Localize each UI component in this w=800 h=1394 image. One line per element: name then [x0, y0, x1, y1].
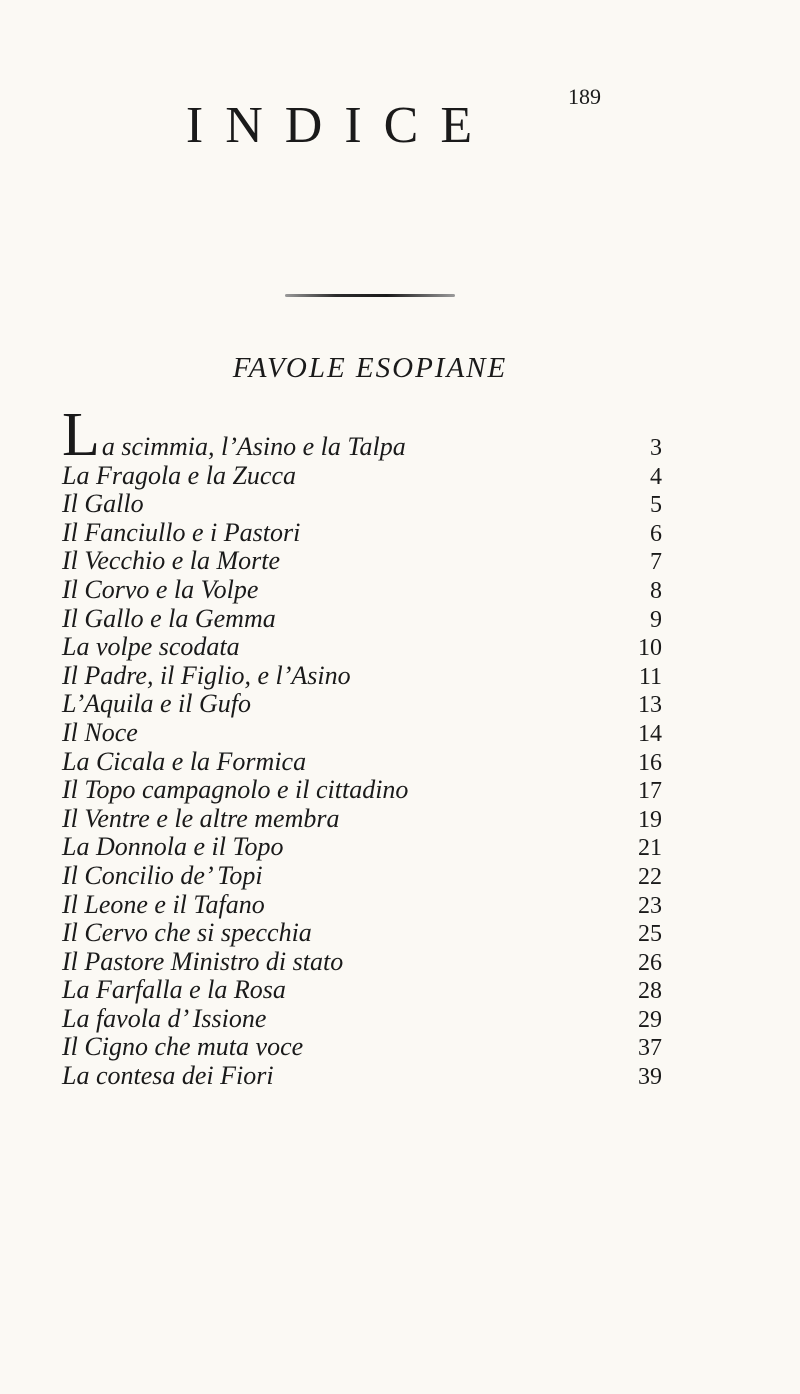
toc-entry: [62, 918, 662, 947]
toc-entry-title: Il Cervo che si specchia: [62, 918, 312, 948]
toc-entry-title: Il Leone e il Tafano: [62, 889, 265, 919]
toc-entry: [62, 975, 662, 1004]
toc-entry-page: 8: [650, 577, 662, 604]
toc-entry-page: 16: [638, 749, 662, 776]
toc-entry-page: 29: [638, 1006, 662, 1033]
toc-entry-page: 22: [638, 863, 662, 890]
toc-entry-title: Il Noce: [62, 717, 138, 747]
toc-entry: [62, 861, 662, 890]
toc-entry-page: 17: [638, 778, 662, 805]
toc-entry-title: Il Cigno che muta voce: [62, 1032, 304, 1062]
toc-entry-title: Il Ventre e le altre membra: [62, 803, 340, 833]
toc-entry: [62, 832, 662, 861]
toc-entry-title: Il Topo campagnolo e il cittadino: [62, 775, 409, 805]
drop-cap: L: [62, 401, 100, 469]
toc-entry-title: L’Aquila e il Gufo: [62, 689, 251, 719]
toc-entry: [62, 604, 662, 633]
toc-entry-page: 4: [650, 463, 662, 490]
toc-entry-title: La Cicala e la Formica: [62, 746, 307, 776]
toc-entry-title: [62, 401, 622, 469]
toc-entry: [62, 1032, 662, 1061]
toc-entry: [62, 689, 662, 718]
toc-entry: [62, 890, 662, 919]
toc-entry-title: La contesa dei Fiori: [62, 1061, 274, 1091]
toc-entry-page: 11: [638, 663, 662, 690]
toc-entry: [62, 718, 662, 747]
toc-entry-title: Il Gallo: [62, 489, 144, 519]
decorative-rule: [285, 294, 455, 297]
toc-entry-title: Il Fanciullo e i Pastori: [62, 517, 301, 547]
toc-entry-page: 25: [638, 921, 662, 948]
page-number: 189: [568, 84, 601, 109]
toc-entry: [62, 661, 662, 690]
toc-entry-page: 14: [638, 720, 662, 747]
toc-entry: [62, 775, 662, 804]
toc-entry-page: 39: [638, 1064, 662, 1091]
toc-entry-page: 6: [650, 520, 662, 547]
toc-entry: [62, 1061, 662, 1090]
toc-entry-page: 3: [650, 435, 662, 461]
toc-entry-page: 19: [638, 806, 662, 833]
toc-entry-page: 23: [638, 892, 662, 919]
toc-entry-title: La volpe scodata: [62, 632, 240, 662]
toc-entry-page: 37: [638, 1035, 662, 1062]
toc-entry: [62, 401, 662, 469]
section-title: FAVOLE ESOPIANE: [232, 352, 508, 384]
toc-entry: [62, 461, 662, 490]
toc-entry: [62, 947, 662, 976]
toc-entry: [62, 632, 662, 661]
toc-entry: [62, 747, 662, 776]
toc-entry-page: 28: [638, 978, 662, 1005]
toc-entry-title: Il Pastore Ministro di stato: [62, 946, 344, 976]
toc-entry-page: 26: [638, 949, 662, 976]
toc-entry: [62, 546, 662, 575]
toc-entry-title: Il Padre, il Figlio, e l’Asino: [62, 660, 351, 690]
toc-entry: [62, 489, 662, 518]
toc-entry-title: Il Gallo e la Gemma: [62, 603, 276, 633]
toc-entry-title: La Donnola e il Topo: [62, 832, 284, 862]
toc-entry: [62, 575, 662, 604]
toc-entry-page: 5: [650, 492, 662, 519]
toc-entry: [62, 518, 662, 547]
toc-entry: [62, 1004, 662, 1033]
toc-entry-title: Il Vecchio e la Morte: [62, 546, 281, 576]
toc-entry-page: 7: [650, 549, 662, 576]
toc-entry-page: 13: [638, 692, 662, 719]
toc-entry-title: Il Corvo e la Volpe: [62, 574, 259, 604]
toc-entry: [62, 804, 662, 833]
toc-entry-title-rest: a scimmia, l’Asino e la Talpa: [101, 432, 406, 461]
toc-entry-title: La favola d’ Issione: [62, 1003, 267, 1033]
toc-entry-title: Il Concilio de’ Topi: [62, 860, 263, 890]
toc-entry-title: La Fragola e la Zucca: [62, 460, 296, 490]
toc-entry-page: 10: [638, 635, 662, 662]
toc-entry-page: 21: [638, 835, 662, 862]
toc-entry-title: La Farfalla e la Rosa: [62, 975, 286, 1005]
page-title: INDICE: [185, 97, 495, 154]
toc-entry-page: 9: [650, 606, 662, 633]
table-of-contents: [62, 401, 662, 1091]
